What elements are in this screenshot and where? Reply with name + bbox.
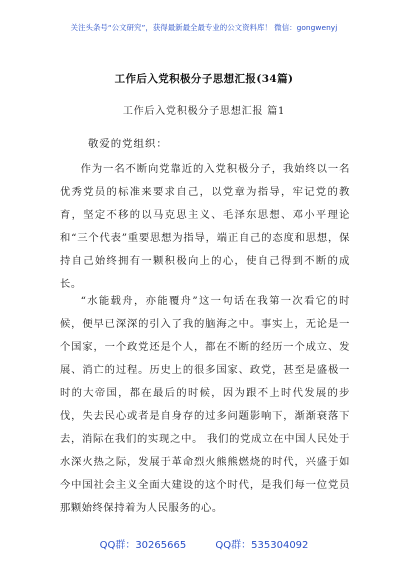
paragraph-1: 作为一名不断向党靠近的入党积极分子，我始终以一名优秀党员的标准来要求自己，以党章为指导，牢记党的教育，坚定不移的以马克思主义、毛泽东思想、邓小平理论和“三个代表”重要思想为指导，端正自己的态度和思想，保持自己始终拥有一颗积极向上的心，使自己得到不断的成长。: [60, 163, 350, 290]
paragraph-2: “水能载舟，亦能覆舟”这一句话在我第一次看它的时候，便早已深深的引入了我的脑海之中。事实上，无论是一个国家，一个政党还是个人，都在不断的经历一个成立、发展、消亡的过程。历史上的很多国家、政党，甚至是盛极一时的大帝国，都在最后的时候，因为跟不上时代发展的步伐，失去民心或者是自身存的过多问题影响下，渐渐衰落下去，消际在我们的实现之中。 我们的党成立在中国人民处于水深火热之际，发展于革命烈火熊熊燃烧的时代，兴盛于如今中国社会主义全面大建设的这个时代，是我们每一位党员那颗始终保持着为人民服务的心。: [60, 295, 350, 514]
footer-contact: [0, 536, 408, 551]
footer-qq-group-2: QQ群：535304092: [215, 540, 309, 551]
header-promo-note: 关注头条号“公文研究”，获得最新最全最专业的公文资料库！ 微信：gongwenyj: [70, 23, 338, 32]
document-title: 工作后入党积极分子思想汇报(34篇): [114, 73, 294, 85]
footer-qq-group-1: QQ群：30265665: [99, 540, 187, 551]
salutation: 敬爱的党组织：: [88, 138, 168, 150]
document-subtitle: 工作后入党积极分子思想汇报 篇1: [122, 106, 286, 117]
